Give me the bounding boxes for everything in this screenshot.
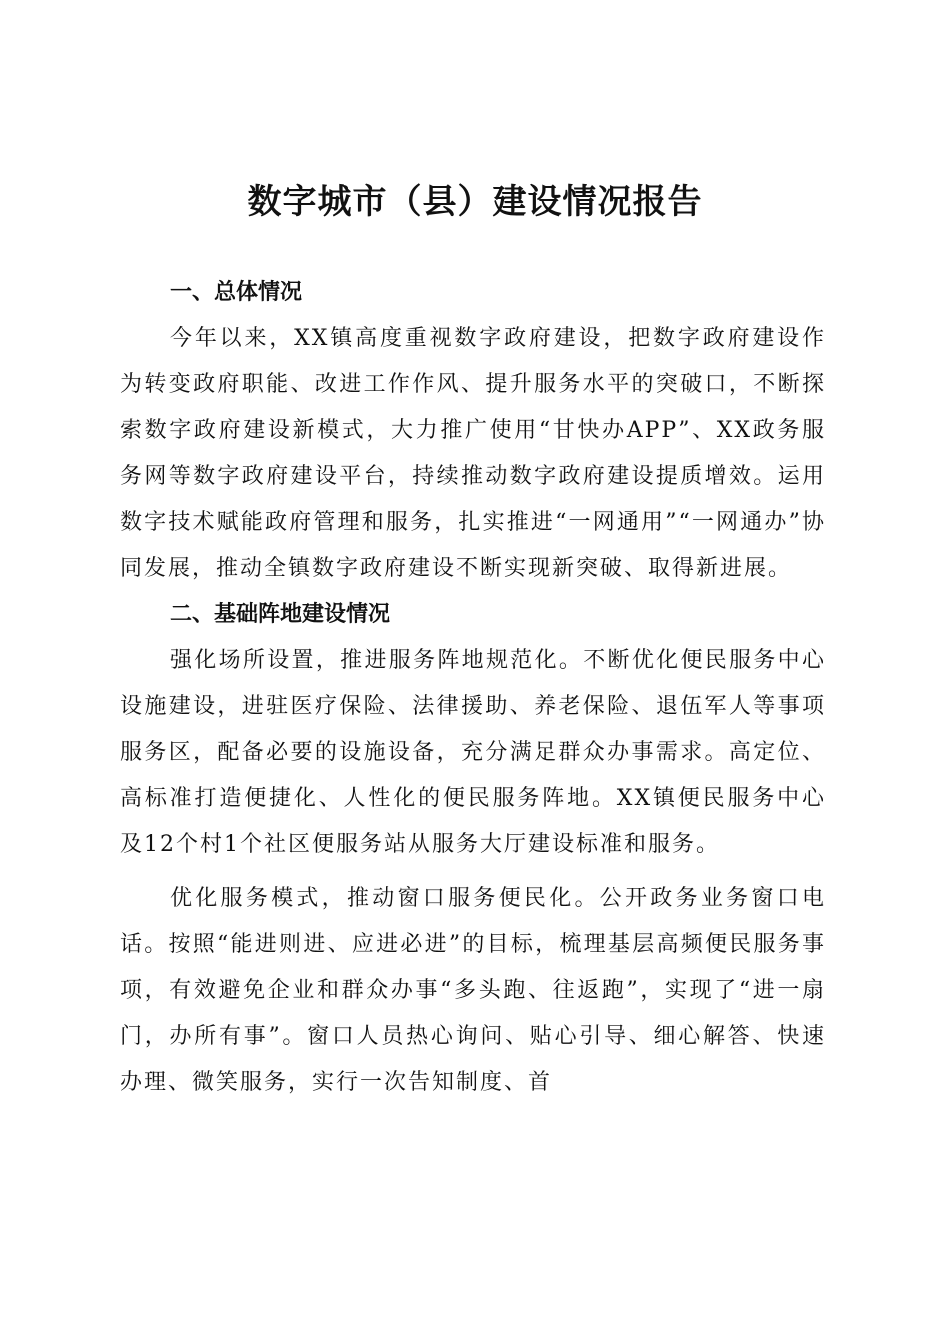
document-title: 数字城市（县）建设情况报告 [247, 182, 703, 222]
section-heading-infrastructure: 二、基础阵地建设情况 [170, 602, 391, 627]
document-body [120, 270, 826, 1106]
paragraph-overview: 今年以来，XX镇高度重视数字政府建设，把数字政府建设作为转变政府职能、改进工作作风、提升服务水平的突破口，不断探索数字政府建设新模式，大力推广使用“甘快办APP”、XX政务服务网等数字政府建设平台，持续推动数字政府建设提质增效。运用数字技术赋能政府管理和服务，扎实推进“一网通用”“一网通办”协同发展，推动全镇数字政府建设不断实现新突破、取得新进展。 [120, 326, 826, 581]
section-heading-overview: 一、总体情况 [170, 280, 303, 305]
paragraph-venue-setup: 强化场所设置，推进服务阵地规范化。不断优化便民服务中心设施建设，进驻医疗保险、法律援助、养老保险、退伍军人等事项服务区，配备必要的设施设备，充分满足群众办事需求。高定位、高标准打造便捷化、人性化的便民服务阵地。XX镇便民服务中心及12个村1个社区便服务站从服务大厅建设标准和服务。 [120, 648, 826, 857]
paragraph-spacer [120, 868, 826, 876]
paragraph-service-mode: 优化服务模式，推动窗口服务便民化。公开政务业务窗口电话。按照“能进则进、应进必进”的目标，梳理基层高频便民服务事项，有效避免企业和群众办事“多头跑、往返跑”，实现了“进一扇门，办所有事”。窗口人员热心询问、贴心引导、细心解答、快速办理、微笑服务，实行一次告知制度、首 [120, 886, 826, 1095]
